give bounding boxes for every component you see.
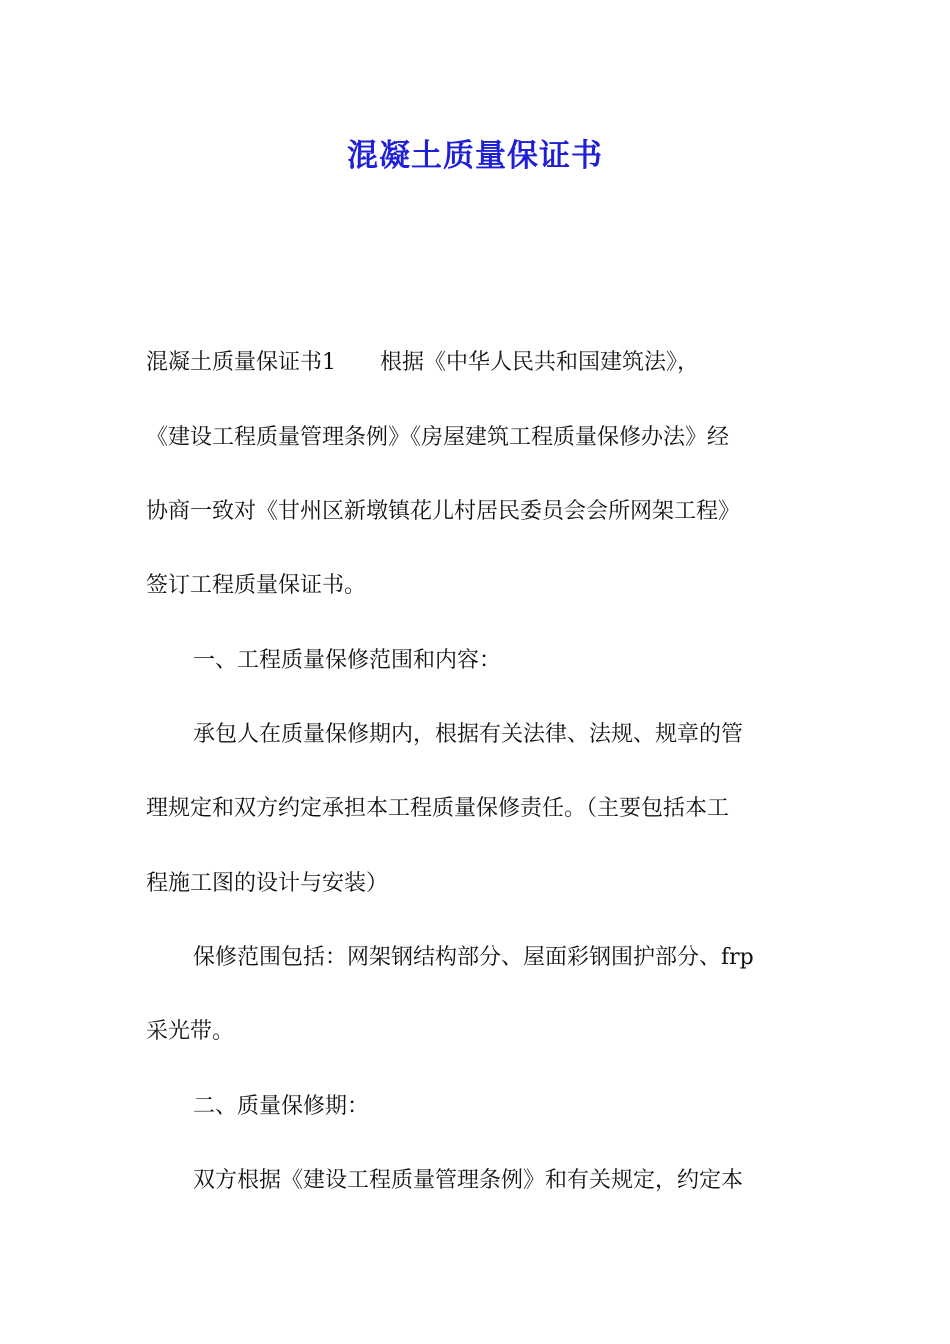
text-line: 双方根据《建设工程质量管理条例》和有关规定，约定本 xyxy=(193,1168,744,1193)
text-line: 程施工图的设计与安装） xyxy=(146,871,389,896)
page-title: 混凝土质量保证书 xyxy=(347,138,603,174)
section-heading: 一、工程质量保修范围和内容： xyxy=(193,648,502,673)
section-heading: 二、质量保修期： xyxy=(193,1094,370,1119)
text-line: 理规定和双方约定承担本工程质量保修责任。（主要包括本工 xyxy=(146,796,730,821)
text-line: 采光带。 xyxy=(146,1019,235,1044)
text-line: 协商一致对《甘州区新墩镇花儿村居民委员会会所网架工程》 xyxy=(146,499,741,524)
text-line: 签订工程质量保证书。 xyxy=(146,573,367,598)
text-line: 保修范围包括：网架钢结构部分、屋面彩钢围护部分、frp xyxy=(193,945,754,970)
text-line: 《建设工程质量管理条例》《房屋建筑工程质量保修办法》经 xyxy=(146,425,730,450)
text-line: 承包人在质量保修期内，根据有关法律、法规、规章的管 xyxy=(193,722,744,747)
text-line: 混凝土质量保证书1 根据《中华人民共和国建筑法》， xyxy=(146,350,699,375)
